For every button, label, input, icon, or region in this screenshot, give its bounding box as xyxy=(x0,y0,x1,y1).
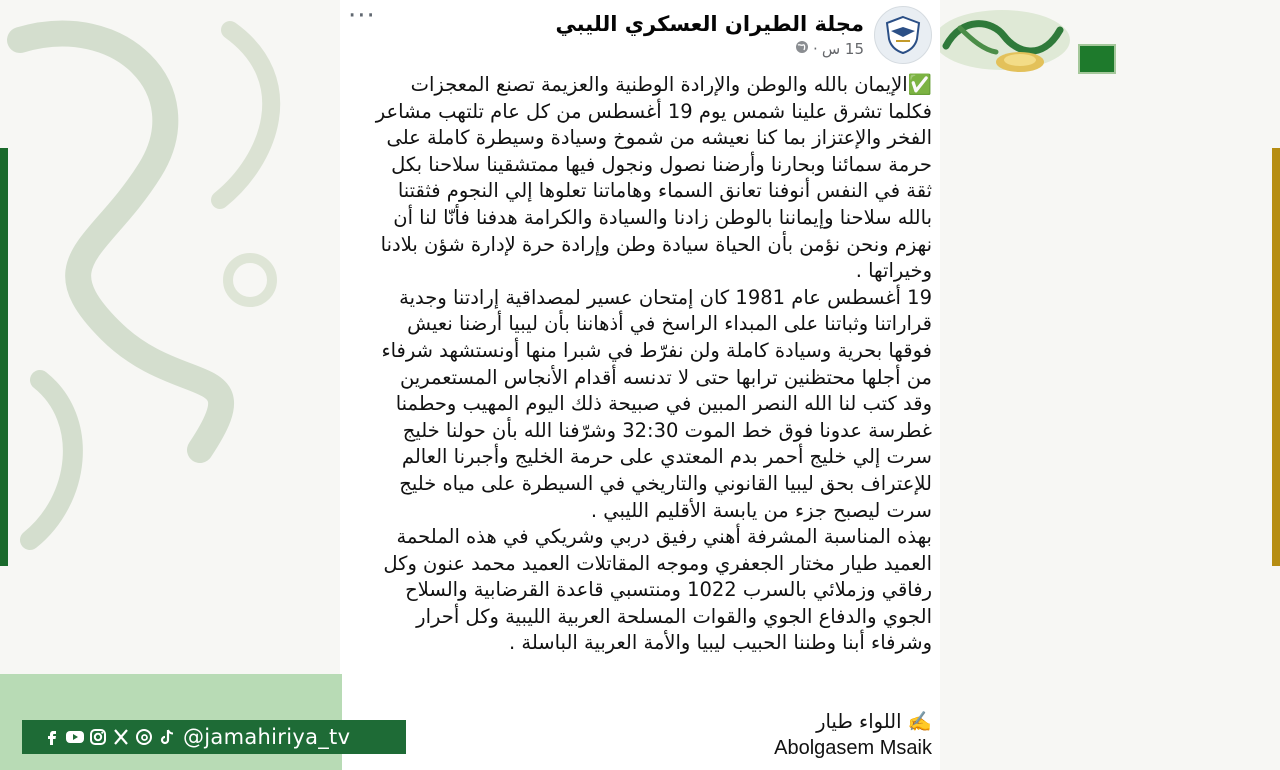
post-paragraph-3: بهذه المناسبة المشرفة أهني رفيق دربي وشريكي في هذه الملحمة العميد طيار مختار الجعفري وموجه المقاتلات العميد محمد عنون وكل رفاقي وزملائي بالسرب 1022 ومنتسبي قاعدة القرضابية والسلاح الجوي والدفاع الجوي والقوات المسلحة العربية الليبية وكل أحرار وشرفاء أبنا وطننا الحبيب ليبيا والأمة العربية الباسلة . xyxy=(383,525,932,655)
channel-logo xyxy=(932,6,1072,74)
post-paragraph-2: 19 أغسطس عام 1981 كان إمتحان عسير لمصداقية إرادتنا وجدية قراراتنا وثباتنا على المبداء الراسخ في أذهاننا بأن ليبيا أرضنا نعيش فوقها بحرية وسيادة كاملة ولن نفرّط في شبرا منها أونستشهد شرفاء من أجلها محتظنين ترابها حتى لا تدنسه أقدام الأنجاس المستعمرين وقد كتب لنا الله النصر المبين في صبيحة ذلك اليوم المهيب وحطمنا غطرسة عدونا فوق خط الموت 32:30 وشرّفنا الله بأن حولنا خليج سرت إلي خليج أحمر بدم المعتدي على حرمة الخليج وأجبرنا العالم للإعتراف بحق ليبيا القانوني والتاريخي في السيطرة على مياه خليج سرت ليصبح جزء من يابسة الأقليم الليبي . xyxy=(381,285,932,522)
channel-handle[interactable]: @jamahiriya_tv xyxy=(183,725,351,749)
green-flag xyxy=(1078,44,1116,74)
tiktok-icon xyxy=(157,727,177,747)
instagram-icon xyxy=(88,727,108,747)
left-accent-bar xyxy=(0,148,8,566)
more-options-button[interactable]: ··· xyxy=(348,1,376,31)
threads-icon xyxy=(134,727,154,747)
background-calligraphy xyxy=(0,0,330,560)
signature-name: Abolgasem Msaik xyxy=(774,737,932,759)
post-time[interactable]: 15 س xyxy=(821,40,864,58)
air-force-emblem-icon xyxy=(881,13,925,57)
post-paragraph-1: ✅الإيمان بالله والوطن والإرادة الوطنية والعزيمة تصنع المعجزات فكلما تشرق علينا شمس يوم 19 أغسطس من كل عام تلتهب مشاعر الفخر والإعتزاز بما كنا نعيشه من شموخ وسيادة وسيطرة كاملة على حرمة سمائنا وبحارنا وأرضنا نصول ونجول فيها ممتشقينا سلاحنا بكل ثقة في النفس أنوفنا تعانق السماء وهاماتنا تعلوها إلي النجوم فثقتنا بالله سلاحنا وإيماننا بالوطن زادنا والسيادة والكرامة هدفنا فأنّا لنا أن نهزم ونحن نؤمن بأن الحياة سيادة وطن وإرادة حرة لإدارة شؤن بلادنا وخيراتها . xyxy=(375,73,932,283)
signature-title: ✍️ اللواء طيار xyxy=(816,710,932,733)
post-meta xyxy=(555,40,864,58)
social-icons xyxy=(42,727,177,747)
x-icon xyxy=(111,727,131,747)
post-header xyxy=(555,6,932,64)
right-accent-bar xyxy=(1272,148,1280,566)
meta-separator: · xyxy=(813,40,818,58)
social-handle-strip xyxy=(22,720,406,754)
facebook-icon xyxy=(42,727,62,747)
youtube-icon xyxy=(65,727,85,747)
post-card xyxy=(340,0,940,770)
page-avatar[interactable] xyxy=(874,6,932,64)
globe-icon xyxy=(795,40,809,58)
signature xyxy=(774,708,932,762)
page-name[interactable]: مجلة الطيران العسكري الليبي xyxy=(555,12,864,36)
post-text xyxy=(372,72,932,657)
